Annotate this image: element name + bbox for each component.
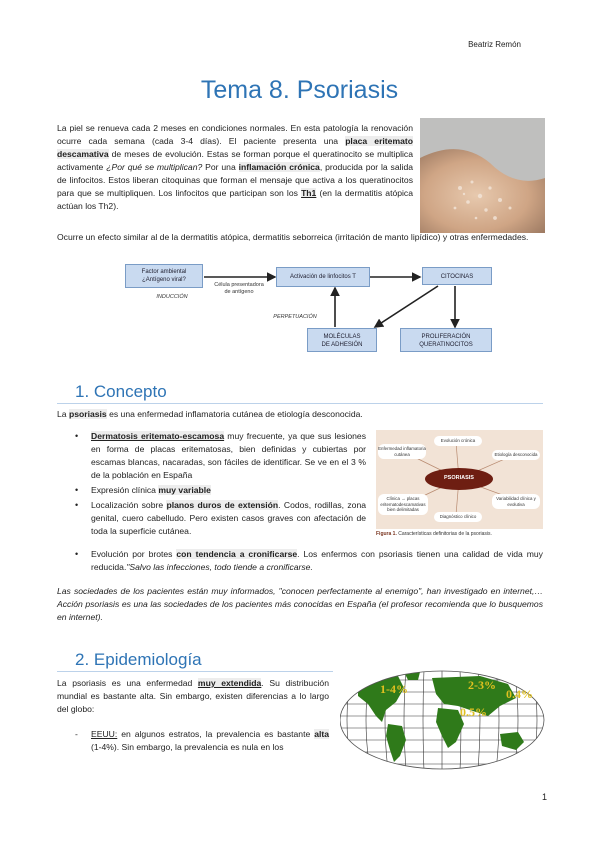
concepto-text-1: La bbox=[57, 409, 69, 419]
world-map-graphic bbox=[340, 670, 545, 770]
map-label: 0.4% bbox=[506, 687, 533, 701]
intro-highlight-th1: Th1 bbox=[301, 188, 317, 198]
world-prevalence-map bbox=[340, 670, 545, 770]
figure-node: Diagnóstico clínico bbox=[434, 512, 482, 522]
dash-text-1: en algunos estratos, la prevalencia es bastante bbox=[117, 729, 315, 739]
epi-text-1: La psoriasis es una enfermedad bbox=[57, 678, 198, 688]
flow-box-factor: Factor ambiental ¿Antígeno viral? bbox=[125, 264, 203, 288]
flow-label-celula: Célula presentadora de antígeno bbox=[214, 282, 264, 295]
page-number: 1 bbox=[541, 792, 547, 802]
intro-text-4: , producida por la salida de linfocitos. Estos liberan citoquinas que forman el mensaje que activa a los queratinocitos para que se multipliquen. Los linfocitos que participan son los bbox=[57, 162, 414, 198]
section-heading-concepto: 1. Concepto bbox=[75, 382, 167, 401]
flow-box-activacion: Activación de linfocitos T bbox=[276, 267, 370, 287]
bullet-bold: muy variable bbox=[158, 485, 211, 495]
intro-highlight-placa: placa eritemato descamativa bbox=[57, 136, 413, 159]
dash-underline: EEUU: bbox=[91, 729, 118, 739]
figure-caption-text: Características definitorias de la psoriasis. bbox=[396, 531, 492, 537]
bullet-bold: planos duros de extensión bbox=[166, 500, 279, 510]
intro-question: ¿Por qué se multiplican? bbox=[106, 162, 203, 172]
bullet-icon: • bbox=[75, 549, 79, 559]
bullet-icon: • bbox=[75, 500, 79, 510]
concepto-bullet-list-2 bbox=[75, 548, 543, 574]
section-divider bbox=[57, 671, 333, 672]
figure-node: Etiología desconocida bbox=[492, 450, 540, 460]
epi-highlight: muy extendida bbox=[197, 678, 262, 688]
section-heading-epidemiologia: 2. Epidemiología bbox=[75, 650, 202, 669]
bullet-pre: Expresión clínica bbox=[91, 485, 159, 495]
intro-paragraph bbox=[57, 122, 413, 213]
bullet-text: muy frecuente, ya que sus lesiones en forma de placas eritematosas, bien definidas y cubiertas por escamas blancas, nacaradas, son fáciles de identificar. Se ve en el 3 % de la población en España bbox=[91, 431, 366, 480]
concepto-intro bbox=[57, 408, 543, 421]
author-header: Beatriz Remón bbox=[468, 40, 521, 49]
flow-box-moleculas: MOLÉCULAS DE ADHESIÓN bbox=[307, 328, 377, 352]
list-item bbox=[75, 499, 367, 538]
flow-label-induccion: INDUCCIÓN bbox=[156, 294, 188, 300]
figure-panel bbox=[376, 430, 543, 529]
bullet-pre: Localización sobre bbox=[91, 500, 167, 510]
flow-label-perpetuacion: PERPETUACIÓN bbox=[273, 314, 317, 320]
figure-node: Evolución crónica bbox=[434, 436, 482, 446]
map-label: 1-4% bbox=[380, 682, 408, 696]
bullet-bold: con tendencia a cronificarse bbox=[176, 549, 298, 559]
epi-text-2: . Su distribución mundial es bastante alta. Sin embargo, existen diferencias a lo largo del globo: bbox=[57, 678, 329, 714]
figure-caption-bold: Figura 1. bbox=[376, 531, 397, 537]
concepto-text-2: es una enfermedad inflamatoria cutánea de etiología desconocida. bbox=[106, 409, 363, 419]
dash-marker: - bbox=[75, 729, 78, 739]
concepto-highlight-psoriasis: psoriasis bbox=[68, 409, 107, 419]
figure-node: Enfermedad inflamatoria cutánea bbox=[378, 444, 426, 459]
flow-box-citocinas: CITOCINAS bbox=[422, 267, 492, 285]
italic-note: Las sociedades de los pacientes están muy informados, "conocen perfectamente al enemigo", han investigado en internet,… Acción psoriasis es una las sociedades de los pacientes más conocidas en España (el profesor recomienda que lo busquemos en internet). bbox=[57, 586, 543, 622]
intro-paragraph-2: Ocurre un efecto similar al de la dermatitis atópica, dermatitis seborreica (irritación de manto lipídico) y otras enfermedades. bbox=[57, 232, 529, 242]
flow-box-proliferacion: PROLIFERACIÓN QUERATINOCITOS bbox=[400, 328, 492, 352]
bullet-icon: • bbox=[75, 431, 79, 441]
figure-node: Variabilidad clínica y evolutiva bbox=[492, 494, 540, 509]
bullet-bold: Dermatosis eritemato-escamosa bbox=[91, 431, 225, 441]
figure-center-label: PSORIASIS bbox=[444, 475, 474, 481]
figure-psoriasis-characteristics bbox=[376, 430, 543, 540]
pathogenesis-flowchart bbox=[120, 262, 512, 357]
map-label: 0.5% bbox=[460, 705, 487, 719]
section-divider bbox=[57, 403, 543, 404]
figure-caption bbox=[376, 531, 492, 537]
epidemiologia-paragraph bbox=[57, 677, 329, 716]
intro-text-5: (en la dermatitis atópica actúan los Th2). bbox=[57, 188, 413, 211]
elbow-photo bbox=[420, 118, 545, 233]
bullet-text: . Los enfermos con psoriasis tienen una calidad de vida muy reducida. bbox=[91, 549, 543, 572]
dash-text-2: (1-4%). Sin embargo, la prevalencia es nula en los bbox=[91, 742, 284, 752]
intro-text-2: de meses de evolución. Estas se forman porque el queratinocito se multiplica activamente bbox=[57, 149, 413, 172]
bullet-text: . Codos, rodillas, zona genital, cuero cabelludo. Pero existen casos graves con afectación de toda la superficie cutánea. bbox=[91, 500, 367, 536]
dash-highlight: alta bbox=[314, 729, 329, 739]
list-item bbox=[75, 548, 543, 574]
intro-text-1: La piel se renueva cada 2 meses en condiciones normales. En esta patología la renovación ocurre cada semana (cada 3-4 días). El paciente presenta una bbox=[57, 123, 413, 146]
list-item bbox=[75, 430, 366, 482]
bullet-pre: Evolución por brotes bbox=[91, 549, 177, 559]
page-title: Tema 8. Psoriasis bbox=[200, 76, 399, 104]
figure-node: Clínica → placas eritematodescamativas bien delimitadas bbox=[378, 494, 428, 515]
bullet-italic: "Salvo las infecciones, todo tiende a cronificarse. bbox=[126, 562, 313, 572]
map-label: 2-3% bbox=[468, 678, 496, 692]
bullet-icon: • bbox=[75, 485, 79, 495]
list-item bbox=[75, 728, 329, 754]
concepto-bullet-list bbox=[75, 430, 367, 538]
list-item bbox=[75, 484, 366, 497]
intro-text-3: Por una bbox=[202, 162, 239, 172]
epidemiologia-dash-list bbox=[75, 728, 329, 754]
intro-highlight-inflamacion: inflamación crónica bbox=[238, 162, 320, 172]
